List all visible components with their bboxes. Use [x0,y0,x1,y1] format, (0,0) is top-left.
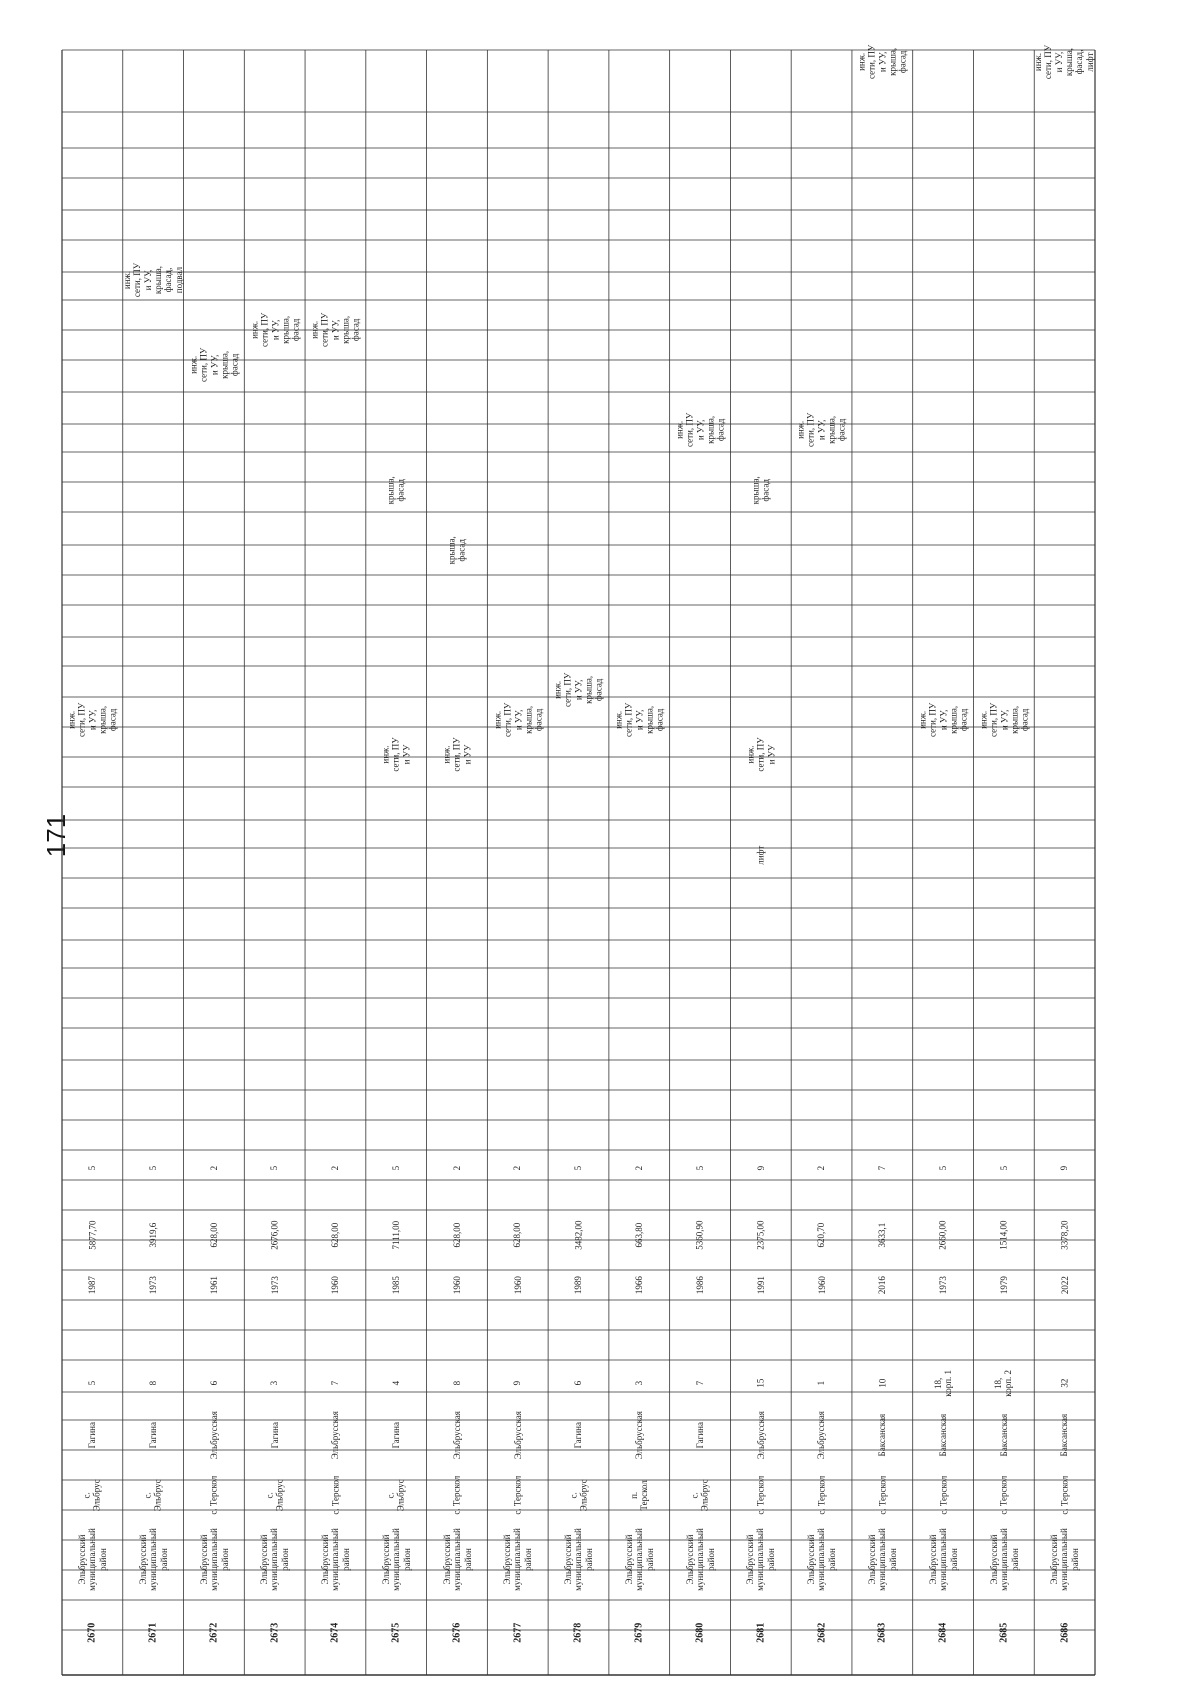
year-cell [62,1260,123,1310]
house-cell-text: 8 [451,1380,462,1386]
work-cell-text: инж. сети, ПУ и УУ, крыша, фасад [977,702,1030,738]
area-cell-text: 5360,90 [694,1220,705,1250]
locality-cell-text: с. Терскол [330,1475,341,1515]
year-cell-text: 1987 [87,1276,98,1294]
house-cell-text: 3 [634,1380,645,1386]
floors-cell-text: 2 [816,1165,827,1171]
year-cell [913,1260,974,1310]
row-number-text: 2672 [208,1623,220,1643]
row-number-text: 2671 [147,1623,159,1643]
street-cell-text: Баксанская [877,1413,888,1457]
area-cell-text: 3378,20 [1059,1220,1070,1250]
district-cell-text: Эльбрусский муниципальный район [866,1528,898,1592]
area-cell [730,1205,791,1265]
district-cell-text: Эльбрусский муниципальный район [623,1528,655,1592]
work-cell-text: инж. сети, ПУ и УУ, крыша, фасад [491,702,544,738]
locality-cell-text: с. Терскол [451,1475,462,1515]
year-cell-text: 1973 [937,1276,948,1294]
area-cell-text: 3919,6 [147,1222,158,1248]
locality-cell [730,1468,791,1523]
street-cell-text: Эльбрусская [512,1410,523,1460]
street-cell [1034,1405,1095,1465]
area-cell-text: 628,00 [208,1222,219,1248]
locality-cell-text: с. Терскол [877,1475,888,1515]
year-cell [244,1260,305,1310]
locality-cell-text: с. Эльбрус [142,1479,164,1511]
floors-cell-text: 2 [330,1165,341,1171]
street-cell [427,1405,488,1465]
locality-cell-text: с. Терскол [1059,1475,1070,1515]
year-cell-text: 1979 [998,1276,1009,1294]
floors-cell [244,1148,305,1188]
year-cell-text: 1991 [755,1276,766,1294]
page-number: 171 [41,813,72,858]
floors-cell-text: 5 [573,1165,584,1171]
house-cell [609,1353,670,1413]
street-cell [62,1405,123,1465]
row-number-text: 2686 [1058,1623,1070,1643]
year-cell-text: 1960 [816,1276,827,1294]
area-cell-text: 3633,1 [877,1222,888,1248]
floors-cell [609,1148,670,1188]
area-cell [609,1205,670,1265]
work-cell-text: инж. сети, ПУ и УУ, крыша, фасад [674,412,726,448]
work-cell [427,715,488,795]
year-cell [366,1260,427,1310]
year-cell-text: 1960 [330,1276,341,1294]
work-cell-text: инж. сети, ПУ и УУ, крыша, фасад [795,412,848,448]
street-cell [184,1405,245,1465]
locality-cell [305,1468,366,1523]
area-cell [487,1205,548,1265]
year-cell-text: 1989 [573,1276,584,1294]
house-cell-text: 4 [391,1380,402,1386]
floors-cell [366,1148,427,1188]
work-cell [730,450,791,530]
house-cell-text: 6 [208,1380,219,1386]
locality-cell-text: с. Терскол [512,1475,523,1515]
row-number-text: 2684 [937,1623,949,1643]
street-cell-text: Баксанская [998,1413,1009,1457]
year-cell-text: 1973 [147,1276,158,1294]
house-cell [244,1353,305,1413]
floors-cell-text: 7 [877,1165,888,1171]
house-cell [62,1353,123,1413]
district-cell-text: Эльбрусский муниципальный район [562,1528,594,1592]
street-cell [609,1405,670,1465]
year-cell [1034,1260,1095,1310]
year-cell [548,1260,609,1310]
locality-cell [184,1468,245,1523]
locality-cell [670,1468,731,1523]
year-cell [730,1260,791,1310]
work-cell [366,450,427,530]
year-cell-text: 1960 [451,1276,462,1294]
locality-cell [244,1468,305,1523]
street-cell [913,1405,974,1465]
row-number-text: 2681 [755,1623,767,1643]
street-cell-text: Гагина [573,1421,584,1449]
work-cell [62,680,123,760]
year-cell [427,1260,488,1310]
work-cell-text: инж. сети, ПУ и УУ, крыша, фасад, подвал [122,262,184,298]
street-cell [548,1405,609,1465]
floors-cell [184,1148,245,1188]
floors-cell-text: 5 [998,1165,1009,1171]
floors-cell [62,1148,123,1188]
house-cell-text: 6 [573,1380,584,1386]
street-cell [123,1405,184,1465]
locality-cell-text: с. Эльбрус [568,1479,589,1511]
locality-cell-text: с. Терскол [208,1475,219,1515]
house-cell-text: 8 [147,1380,158,1386]
house-cell [427,1353,488,1413]
district-cell-text: Эльбрусский муниципальный район [380,1528,412,1592]
area-cell [1034,1205,1095,1265]
row-number-text: 2682 [815,1623,827,1643]
locality-cell-text: с. Эльбрус [385,1479,407,1511]
area-cell-text: 628,00 [512,1222,523,1248]
work-cell-text: инж. сети, ПУ и УУ, крыша, фасад [856,44,908,80]
floors-cell-text: 5 [694,1165,705,1171]
area-cell-text: 2676,00 [269,1220,280,1250]
area-cell [305,1205,366,1265]
work-cell [852,22,913,102]
floors-cell-text: 9 [755,1165,766,1171]
area-cell [184,1205,245,1265]
district-cell-text: Эльбрусский муниципальный район [502,1528,533,1592]
floors-cell-text: 5 [937,1165,948,1171]
house-cell [1034,1353,1095,1413]
house-cell [548,1353,609,1413]
district-cell-text: Эльбрусский муниципальный район [806,1528,837,1592]
floors-cell [305,1148,366,1188]
floors-cell [791,1148,852,1188]
street-cell-text: Эльбрусская [208,1410,219,1460]
work-cell [123,240,184,320]
district-cell-text: Эльбрусский муниципальный район [441,1528,473,1592]
house-cell [123,1353,184,1413]
floors-cell-text: 2 [208,1165,219,1171]
floors-cell-text: 2 [512,1165,523,1171]
floors-cell-text: 2 [634,1165,645,1171]
work-cell-text: инж. сети, ПУ и УУ [380,737,412,773]
work-cell [1034,22,1095,102]
locality-cell-text: с. Терскол [816,1475,827,1515]
work-cell-text: лифт [755,845,766,865]
house-cell-text: 1 [816,1380,827,1386]
house-cell [366,1353,427,1413]
year-cell-text: 1960 [512,1276,523,1294]
district-cell-text: Эльбрусский муниципальный район [988,1528,1020,1592]
floors-cell-text: 5 [87,1165,98,1171]
work-cell [427,510,488,590]
locality-cell [609,1468,670,1523]
locality-cell [487,1468,548,1523]
area-cell [244,1205,305,1265]
floors-cell [1034,1148,1095,1188]
street-cell-text: Эльбрусская [330,1410,341,1460]
street-cell-text: Баксанская [937,1413,948,1457]
area-cell-text: 5877,70 [87,1220,98,1250]
locality-cell-text: с. Эльбрус [264,1479,285,1511]
year-cell [123,1260,184,1310]
floors-cell [913,1148,974,1188]
row-number-text: 2674 [329,1623,341,1643]
work-cell-text: инж. сети, ПУ и УУ, крыша, фасад [66,702,118,738]
house-cell-text: 7 [694,1380,705,1386]
street-cell-text: Гагина [391,1421,402,1449]
street-cell-text: Эльбрусская [451,1410,462,1460]
floors-cell-text: 2 [451,1165,462,1171]
street-cell [670,1405,731,1465]
year-cell [487,1260,548,1310]
street-cell [487,1405,548,1465]
work-cell [609,680,670,760]
floors-cell-text: 5 [269,1165,280,1171]
locality-cell [973,1468,1034,1523]
floors-cell-text: 5 [147,1165,158,1171]
work-cell [670,390,731,470]
district-cell-text: Эльбрусский муниципальный район [927,1528,959,1592]
locality-cell-text: с. Эльбрус [689,1479,711,1511]
area-cell [548,1205,609,1265]
row-number-text: 2675 [390,1623,402,1643]
area-cell [852,1205,913,1265]
area-cell-text: 628,00 [451,1222,462,1248]
work-cell-text: крыша, фасад [750,475,771,505]
street-cell-text: Гагина [269,1421,280,1449]
row-number-text: 2685 [998,1623,1010,1643]
floors-cell [670,1148,731,1188]
work-cell [730,715,791,795]
work-cell [913,680,974,760]
district-cell-text: Эльбрусский муниципальный район [1049,1528,1080,1592]
work-cell-text: крыша, фасад [385,475,407,505]
year-cell [852,1260,913,1310]
work-cell-text: инж. сети, ПУ и УУ [745,737,776,773]
year-cell [609,1260,670,1310]
locality-cell-text: п. Терскол [628,1479,650,1511]
district-cell-text: Эльбрусский муниципальный район [259,1528,290,1592]
work-cell [973,680,1034,760]
locality-cell-text: с. Эльбрус [82,1479,103,1511]
work-cell-text: инж. сети, ПУ и УУ, крыша, фасад [613,702,665,738]
row-number-text: 2680 [694,1623,706,1643]
district-cell-text: Эльбрусский муниципальный район [319,1528,351,1592]
street-cell-text: Гагина [694,1421,705,1449]
floors-cell [730,1148,791,1188]
work-cell-text: инж. сети, ПУ и УУ, крыша, фасад [248,312,301,348]
house-cell [852,1353,913,1413]
floors-cell-text: 9 [1059,1165,1070,1171]
house-cell-text: 10 [877,1378,888,1388]
area-cell [366,1205,427,1265]
street-cell-text: Гагина [87,1421,98,1449]
work-cell [184,325,245,405]
street-cell [305,1405,366,1465]
row-number-text: 2683 [876,1623,888,1643]
work-cell [244,290,305,370]
house-cell-text: 15 [755,1378,766,1388]
house-cell-text: 3 [269,1380,280,1386]
floors-cell [427,1148,488,1188]
street-cell-text: Эльбрусская [816,1410,827,1460]
work-cell-text: инж. сети, ПУ и УУ, крыша, фасад, лифт [1033,44,1096,80]
work-cell [366,715,427,795]
house-cell [913,1353,974,1413]
district-cell-text: Эльбрусский муниципальный район [745,1528,776,1592]
area-cell-text: 628,00 [330,1222,341,1248]
year-cell-text: 1966 [634,1276,645,1294]
work-cell-text: инж. сети, ПУ и УУ, крыша, фасад [552,672,604,708]
row-number-text: 2670 [86,1623,98,1643]
work-cell-text: инж. сети, ПУ и УУ [441,737,473,773]
locality-cell [791,1468,852,1523]
locality-cell [548,1468,609,1523]
floors-cell [973,1148,1034,1188]
row-number-text: 2678 [572,1623,584,1643]
year-cell-text: 1986 [694,1276,705,1294]
area-cell-text: 2375,00 [755,1220,766,1250]
area-cell [62,1205,123,1265]
street-cell [852,1405,913,1465]
work-cell [791,390,852,470]
street-cell [244,1405,305,1465]
house-cell-text: 32 [1059,1378,1070,1388]
work-cell [548,650,609,730]
house-cell [487,1353,548,1413]
work-cell-text: крыша, фасад [446,535,467,565]
area-cell [973,1205,1034,1265]
year-cell [973,1260,1034,1310]
year-cell-text: 1973 [269,1276,280,1294]
floors-cell [123,1148,184,1188]
house-cell [305,1353,366,1413]
locality-cell [913,1468,974,1523]
row-number-text: 2679 [633,1623,645,1643]
year-cell-text: 1985 [391,1276,402,1294]
floors-cell [487,1148,548,1188]
work-cell [305,290,366,370]
area-cell-text: 663,80 [634,1222,645,1248]
floors-cell [852,1148,913,1188]
floors-cell [548,1148,609,1188]
locality-cell [1034,1468,1095,1523]
street-cell [730,1405,791,1465]
district-cell-text: Эльбрусский муниципальный район [76,1528,108,1592]
house-cell [184,1353,245,1413]
locality-cell [366,1468,427,1523]
house-cell [791,1353,852,1413]
area-cell [123,1205,184,1265]
area-cell-text: 2660,00 [937,1220,948,1250]
row-number-text: 2676 [451,1623,463,1643]
locality-cell-text: с. Терскол [937,1475,948,1515]
house-cell [670,1353,731,1413]
year-cell-text: 2016 [877,1276,888,1294]
work-cell [487,680,548,760]
area-cell-text: 620,70 [816,1222,827,1248]
house-cell-text: 7 [330,1380,341,1386]
locality-cell [427,1468,488,1523]
work-cell-text: инж. сети, ПУ и УУ, крыша, фасад [309,312,361,348]
house-cell-text: 18, корп. 1 [932,1369,954,1397]
work-cell [730,815,791,895]
house-cell-text: 18, корп. 2 [993,1369,1014,1397]
street-cell [973,1405,1034,1465]
area-cell-text: 3482,00 [573,1220,584,1250]
area-cell [670,1205,731,1265]
house-cell-text: 9 [512,1380,523,1386]
street-cell-text: Баксанская [1059,1413,1070,1457]
district-cell-text: Эльбрусский муниципальный район [198,1528,230,1592]
year-cell [670,1260,731,1310]
street-cell-text: Эльбрусская [755,1410,766,1460]
street-cell [791,1405,852,1465]
year-cell [791,1260,852,1310]
house-cell [730,1353,791,1413]
locality-cell-text: с. Терскол [755,1475,766,1515]
district-cell-text: Эльбрусский муниципальный район [684,1528,716,1592]
area-cell-text: 7111,00 [391,1220,402,1250]
house-cell-text: 5 [87,1380,98,1386]
street-cell-text: Эльбрусская [634,1410,645,1460]
area-cell [913,1205,974,1265]
row-number-text: 2673 [268,1623,280,1643]
locality-cell [62,1468,123,1523]
floors-cell-text: 5 [391,1165,402,1171]
year-cell-text: 2022 [1059,1276,1070,1294]
district-cell-text: Эльбрусский муниципальный район [137,1528,169,1592]
house-cell [973,1353,1034,1413]
locality-cell [123,1468,184,1523]
year-cell [305,1260,366,1310]
area-cell [427,1205,488,1265]
street-cell [366,1405,427,1465]
row-number-text: 2677 [511,1623,523,1643]
work-cell-text: инж. сети, ПУ и УУ, крыша, фасад [188,347,240,383]
year-cell-text: 1961 [208,1276,219,1294]
area-cell-text: 1514,00 [998,1220,1009,1250]
locality-cell-text: с. Терскол [998,1475,1009,1515]
locality-cell [852,1468,913,1523]
year-cell [184,1260,245,1310]
work-cell-text: инж. сети, ПУ и УУ, крыша, фасад [917,702,969,738]
street-cell-text: Гагина [147,1421,158,1449]
area-cell [791,1205,852,1265]
